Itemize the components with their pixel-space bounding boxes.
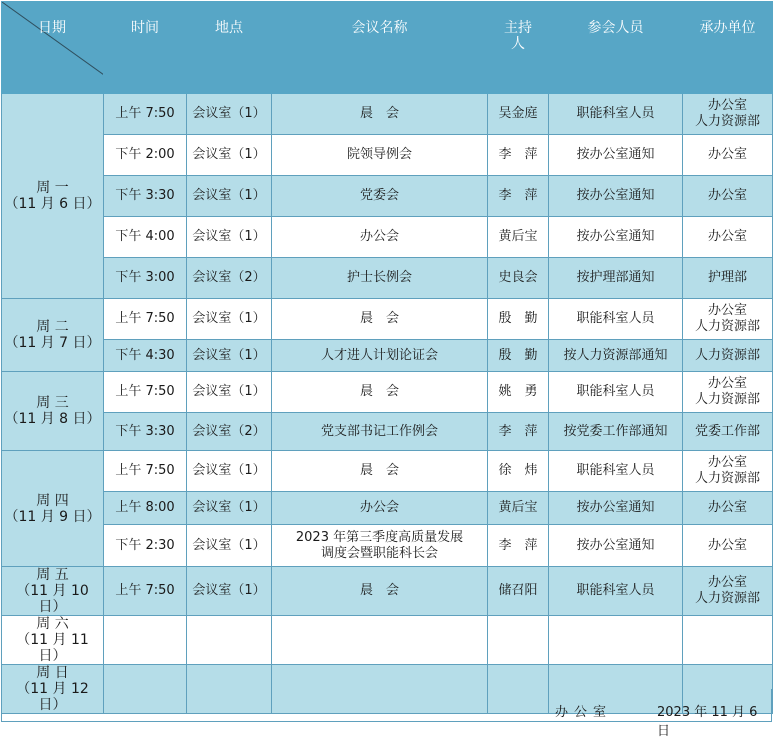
place-cell: 会议室（2） [187, 413, 272, 451]
header-time: 时间 [104, 2, 187, 94]
meeting-name-cell: 晨 会 [272, 94, 488, 135]
meeting-name-cell: 晨 会 [272, 567, 488, 616]
attendees-cell: 按办公室通知 [549, 217, 683, 258]
header-attendees: 参会人员 [549, 2, 683, 94]
place-cell: 会议室（1） [187, 492, 272, 525]
time-cell: 下午 3:30 [104, 413, 187, 451]
attendees-cell: 按办公室通知 [549, 176, 683, 217]
table-row [2, 567, 773, 616]
time-cell: 上午 7:50 [104, 94, 187, 135]
time-cell: 上午 7:50 [104, 299, 187, 340]
day-cell: 周 三 （11 月 8 日） [2, 372, 104, 451]
meeting-name-cell: 护士长例会 [272, 258, 488, 299]
host-cell: 李 萍 [488, 525, 549, 567]
host-cell: 史良会 [488, 258, 549, 299]
attendees-cell: 按办公室通知 [549, 525, 683, 567]
day-cell: 周 二 （11 月 7 日） [2, 299, 104, 372]
table-row [2, 372, 773, 413]
time-cell: 上午 7:50 [104, 567, 187, 616]
header-date [2, 2, 104, 94]
time-cell: 上午 7:50 [104, 372, 187, 413]
table-row [2, 413, 773, 451]
header-organizer: 承办单位 [683, 2, 773, 94]
table-row [2, 451, 773, 492]
place-cell [187, 616, 272, 665]
attendees-cell: 按办公室通知 [549, 492, 683, 525]
meeting-name-cell [272, 616, 488, 665]
place-cell: 会议室（1） [187, 567, 272, 616]
diagonal-divider [2, 2, 104, 75]
day-cell: 周 日 （11 月 12 日） [2, 665, 104, 714]
attendees-cell: 按护理部通知 [549, 258, 683, 299]
organizer-cell: 办公室 [683, 492, 773, 525]
table-row [2, 299, 773, 340]
place-cell: 会议室（1） [187, 451, 272, 492]
meeting-name-cell: 党委会 [272, 176, 488, 217]
table-row [2, 135, 773, 176]
day-cell: 周 一 （11 月 6 日） [2, 94, 104, 299]
place-cell: 会议室（1） [187, 340, 272, 372]
table-row [2, 176, 773, 217]
organizer-cell: 护理部 [683, 258, 773, 299]
organizer-cell: 办公室 人力资源部 [683, 451, 773, 492]
header-meeting: 会议名称 [272, 2, 488, 94]
header-host: 主持 人 [488, 2, 549, 94]
footer [1, 689, 772, 739]
organizer-cell: 人力资源部 [683, 340, 773, 372]
place-cell: 会议室（1） [187, 135, 272, 176]
time-cell: 下午 2:00 [104, 135, 187, 176]
attendees-cell: 按党委工作部通知 [549, 413, 683, 451]
place-cell: 会议室（1） [187, 372, 272, 413]
meeting-name-cell: 办公会 [272, 217, 488, 258]
host-cell: 殷 勤 [488, 340, 549, 372]
table-row [2, 258, 773, 299]
meeting-name-cell: 党支部书记工作例会 [272, 413, 488, 451]
meeting-name-cell: 人才进人计划论证会 [272, 340, 488, 372]
place-cell: 会议室（1） [187, 217, 272, 258]
attendees-cell: 职能科室人员 [549, 567, 683, 616]
host-cell: 姚 勇 [488, 372, 549, 413]
host-cell: 储召阳 [488, 567, 549, 616]
place-cell: 会议室（1） [187, 176, 272, 217]
attendees-cell: 职能科室人员 [549, 94, 683, 135]
host-cell: 徐 炜 [488, 451, 549, 492]
table-row [2, 217, 773, 258]
meeting-name-cell: 晨 会 [272, 372, 488, 413]
meeting-name-cell: 2023 年第三季度高质量发展 调度会暨职能科长会 [272, 525, 488, 567]
attendees-cell: 职能科室人员 [549, 451, 683, 492]
host-cell: 李 萍 [488, 413, 549, 451]
time-cell: 下午 3:30 [104, 176, 187, 217]
place-cell: 会议室（1） [187, 299, 272, 340]
meeting-schedule-table [1, 1, 773, 714]
table-row [2, 340, 773, 372]
meeting-name-cell: 办公会 [272, 492, 488, 525]
table-row [2, 525, 773, 567]
attendees-cell: 职能科室人员 [549, 299, 683, 340]
organizer-cell: 办公室 [683, 135, 773, 176]
footer-date: 2023 年 11 月 6 日 [657, 705, 758, 739]
organizer-cell [683, 616, 773, 665]
host-cell: 李 萍 [488, 135, 549, 176]
organizer-cell: 党委工作部 [683, 413, 773, 451]
meeting-name-cell: 院领导例会 [272, 135, 488, 176]
meeting-name-cell: 晨 会 [272, 451, 488, 492]
organizer-cell: 办公室 人力资源部 [683, 94, 773, 135]
table-row [2, 616, 773, 665]
organizer-cell: 办公室 [683, 217, 773, 258]
time-cell: 下午 4:00 [104, 217, 187, 258]
organizer-cell: 办公室 人力资源部 [683, 299, 773, 340]
day-cell: 周 六 （11 月 11 日） [2, 616, 104, 665]
organizer-cell: 办公室 [683, 525, 773, 567]
time-cell: 下午 3:00 [104, 258, 187, 299]
table-row [2, 94, 773, 135]
host-cell: 殷 勤 [488, 299, 549, 340]
time-cell: 下午 4:30 [104, 340, 187, 372]
host-cell: 吴金庭 [488, 94, 549, 135]
day-cell: 周 五 （11 月 10 日） [2, 567, 104, 616]
organizer-cell: 办公室 [683, 176, 773, 217]
header-place: 地点 [187, 2, 272, 94]
place-cell: 会议室（2） [187, 258, 272, 299]
time-cell: 上午 8:00 [104, 492, 187, 525]
place-cell: 会议室（1） [187, 94, 272, 135]
header-row [2, 2, 773, 94]
time-cell: 下午 2:30 [104, 525, 187, 567]
day-cell: 周 四 （11 月 9 日） [2, 451, 104, 567]
attendees-cell: 职能科室人员 [549, 372, 683, 413]
attendees-cell [549, 616, 683, 665]
header-date-label: 日期 [38, 20, 66, 36]
organizer-cell: 办公室 人力资源部 [683, 372, 773, 413]
time-cell [104, 616, 187, 665]
attendees-cell: 按办公室通知 [549, 135, 683, 176]
host-cell: 黄后宝 [488, 217, 549, 258]
footer-office: 办公室 [555, 705, 613, 720]
host-cell: 黄后宝 [488, 492, 549, 525]
time-cell: 上午 7:50 [104, 451, 187, 492]
meeting-name-cell: 晨 会 [272, 299, 488, 340]
table-row [2, 492, 773, 525]
schedule-document [1, 1, 774, 739]
organizer-cell: 办公室 人力资源部 [683, 567, 773, 616]
host-cell [488, 616, 549, 665]
place-cell: 会议室（1） [187, 525, 272, 567]
host-cell: 李 萍 [488, 176, 549, 217]
attendees-cell: 按人力资源部通知 [549, 340, 683, 372]
